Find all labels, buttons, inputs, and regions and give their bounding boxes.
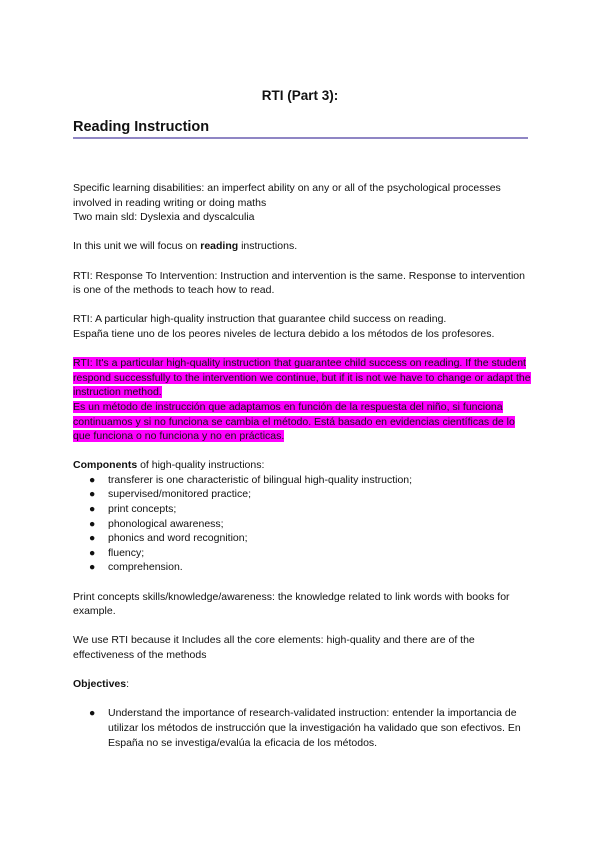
- list-item: [73, 546, 535, 561]
- list-item-text: Understand the importance of research-validated instruction: entender la importancia de utilizar los métodos de instrucción que la investigación ha validado que son efectivos. En España no se investiga/evalúa la eficacia de los métodos.: [108, 707, 521, 749]
- focus-bold: reading: [200, 240, 239, 253]
- objectives-list: [73, 706, 535, 750]
- list-item-text: phonological awareness;: [108, 517, 224, 530]
- focus-text-end: instructions.: [238, 240, 298, 253]
- bullet-icon: ●: [89, 707, 96, 720]
- objectives-colon: :: [126, 678, 130, 691]
- components-list: [73, 473, 535, 575]
- sld-definition: Specific learning disabilities: an imperfect ability on any or all of the psychological processes involved in reading writing or doing maths: [73, 182, 501, 209]
- components-bold: Components: [73, 459, 138, 472]
- section-heading: Reading Instruction: [73, 119, 210, 135]
- paragraph-sld: [73, 181, 535, 225]
- list-item-text: comprehension.: [108, 561, 183, 574]
- page-title: RTI (Part 3):: [261, 88, 339, 103]
- rti-quality-en: RTI: A particular high-quality instruction that guarantee child success on reading.: [73, 313, 447, 326]
- focus-text: In this unit we will focus on: [73, 240, 201, 253]
- list-item: [73, 706, 535, 750]
- paragraph-rti-definition: RTI: Response To Intervention: Instruction and intervention is the same. Response to intervention is one of the methods to teach how to read.: [73, 269, 525, 297]
- bullet-icon: ●: [89, 532, 96, 545]
- list-item: [73, 517, 535, 532]
- list-item-text: transferer is one characteristic of bilingual high-quality instruction;: [108, 473, 413, 486]
- list-item-text: phonics and word recognition;: [108, 532, 248, 545]
- bullet-icon: ●: [89, 561, 96, 574]
- highlight-spanish: Es un método de instrucción que adaptamos en función de la respuesta del niño, si funciona continuamos y si no funciona se cambia el método. Está basado en evidencias científicas de lo que funciona o no funciona y no en prácticas.: [73, 400, 515, 443]
- paragraph-why-rti: We use RTI because it Includes all the core elements: high-quality and there are of the effectiveness of the methods: [73, 634, 475, 661]
- sld-types: Two main sld: Dyslexia and dyscalculia: [73, 211, 255, 224]
- bullet-icon: ●: [89, 546, 96, 559]
- objectives-heading: [73, 677, 535, 692]
- bullet-icon: ●: [89, 488, 96, 501]
- bullet-icon: ●: [89, 517, 96, 530]
- paragraph-focus: [73, 239, 535, 254]
- heading-underline: [73, 137, 528, 139]
- paragraph-print-concepts: Print concepts skills/knowledge/awareness: the knowledge related to link words with books for example.: [73, 590, 510, 618]
- document-body: [73, 181, 535, 765]
- list-item-text: supervised/monitored practice;: [108, 488, 251, 501]
- highlighted-paragraph: [73, 356, 535, 444]
- bullet-icon: ●: [89, 473, 96, 486]
- list-item-text: print concepts;: [108, 503, 177, 516]
- bullet-icon: ●: [89, 503, 96, 516]
- highlight-english: RTI: It's a particular high-quality instruction that guarantee child success on reading. If the student respond successfully to the intervention we continue, but if it is not we have to change or adapt the instruction method.: [73, 357, 531, 399]
- paragraph-rti-quality: [73, 312, 535, 341]
- components-intro: [73, 458, 535, 473]
- rti-quality-es: España tiene uno de los peores niveles de lectura debido a los métodos de los profesores.: [73, 327, 495, 340]
- components-intro-text: of high-quality instructions:: [137, 459, 265, 472]
- list-item: [73, 487, 535, 502]
- list-item-text: fluency;: [108, 546, 145, 559]
- objectives-bold: Objectives: [73, 678, 127, 691]
- list-item: [73, 473, 535, 488]
- list-item: [73, 531, 535, 546]
- list-item: [73, 502, 535, 517]
- list-item: [73, 560, 535, 575]
